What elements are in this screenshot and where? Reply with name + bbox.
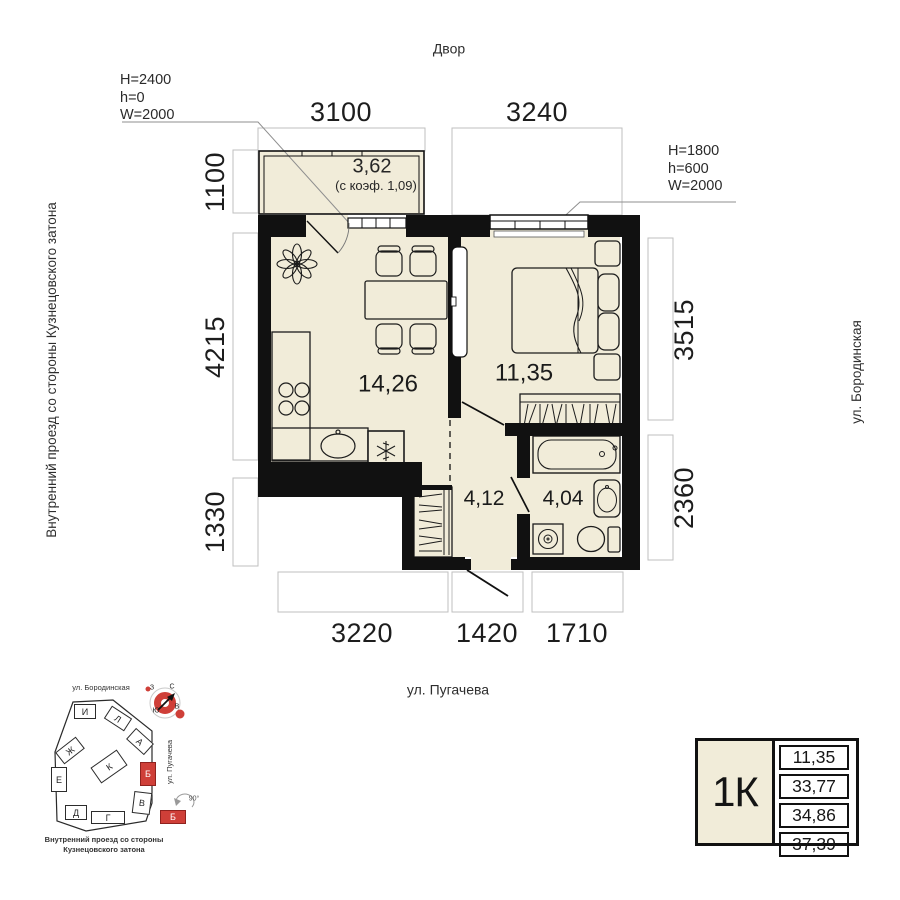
pillow bbox=[598, 313, 619, 350]
minimap-building-g: Г bbox=[91, 811, 125, 824]
area-row: 37,39 bbox=[779, 832, 849, 857]
minimap-caption-1: Внутренний проезд со стороны bbox=[44, 835, 164, 845]
dim-bottom-1: 3220 bbox=[330, 617, 394, 648]
minimap-building-v: В bbox=[132, 791, 153, 815]
area-row: 34,86 bbox=[779, 803, 849, 828]
bathroom-area-label: 4,04 bbox=[542, 486, 584, 510]
minimap-building-i: И bbox=[74, 704, 96, 719]
apartment-type-cell: 1К bbox=[698, 741, 775, 843]
minimap-building-d: Д bbox=[65, 805, 87, 820]
kitchen-area-label: 14,26 bbox=[357, 370, 419, 398]
note-line: H=1800 bbox=[668, 143, 720, 159]
minimap-street-right: ул. Пугачева bbox=[165, 740, 175, 784]
window-note-right bbox=[668, 143, 722, 196]
compass-south-label: Ю bbox=[152, 707, 160, 715]
minimap-building-l: Л bbox=[104, 706, 132, 732]
hallway-area-label: 4,12 bbox=[463, 486, 505, 510]
bedroom-area-label: 11,35 bbox=[494, 359, 554, 387]
dim-top-1: 3100 bbox=[309, 96, 373, 127]
note-line: h=600 bbox=[668, 160, 709, 177]
compass-north-label: С bbox=[169, 683, 175, 691]
compass-east-label: В bbox=[174, 703, 180, 711]
street-label-bottom: ул. Пугачева bbox=[406, 681, 490, 698]
minimap-building-zh: Ж bbox=[55, 737, 85, 765]
entrance-door-leaf bbox=[467, 570, 508, 596]
apartment-areas-column bbox=[775, 741, 856, 854]
street-label-left: Внутренний проезд со стороны Кузнецовского затона bbox=[43, 202, 59, 538]
kitchen-balcony-window bbox=[348, 218, 406, 228]
street-label-right: ул. Бородинская bbox=[848, 320, 864, 424]
note-line: W=2000 bbox=[120, 107, 175, 124]
dim-bottom-3: 1710 bbox=[545, 617, 609, 648]
dim-right-2: 2360 bbox=[668, 466, 699, 530]
bedroom-window bbox=[490, 215, 588, 237]
dim-right-1: 3515 bbox=[668, 298, 699, 362]
dim-left-1: 1100 bbox=[199, 151, 230, 213]
dim-left-2: 4215 bbox=[199, 315, 230, 379]
dim-top-2: 3240 bbox=[505, 96, 569, 127]
note-line: W=2000 bbox=[668, 178, 723, 195]
minimap-building-b-highlighted: Б bbox=[140, 762, 156, 786]
apartment-info-table bbox=[695, 738, 859, 854]
minimap-building-a: А bbox=[126, 728, 154, 755]
minimap-street-top: ул. Бородинская bbox=[72, 683, 130, 693]
balcony-area-label: 3,62 bbox=[352, 155, 392, 178]
compass-west-label: З bbox=[149, 684, 155, 692]
area-row: 11,35 bbox=[779, 745, 849, 770]
courtyard-label: Двор bbox=[432, 40, 466, 57]
minimap-legend-angle: 90° bbox=[188, 795, 200, 803]
note-line: H=2400 bbox=[120, 72, 172, 88]
minimap-building-e: Е bbox=[51, 767, 67, 792]
dim-left-3: 1330 bbox=[199, 490, 230, 554]
area-row: 33,77 bbox=[779, 774, 849, 799]
balcony-coef-label: (с коэф. 1,09) bbox=[335, 178, 417, 194]
note-line: h=0 bbox=[120, 89, 145, 106]
minimap-legend-badge: Б bbox=[160, 810, 186, 824]
pillow bbox=[598, 274, 619, 311]
dim-bottom-2: 1420 bbox=[455, 617, 519, 648]
minimap-building-k: К bbox=[90, 750, 127, 784]
minimap-caption-2: Кузнецовского затона bbox=[63, 845, 145, 855]
window-note-left bbox=[120, 72, 174, 125]
